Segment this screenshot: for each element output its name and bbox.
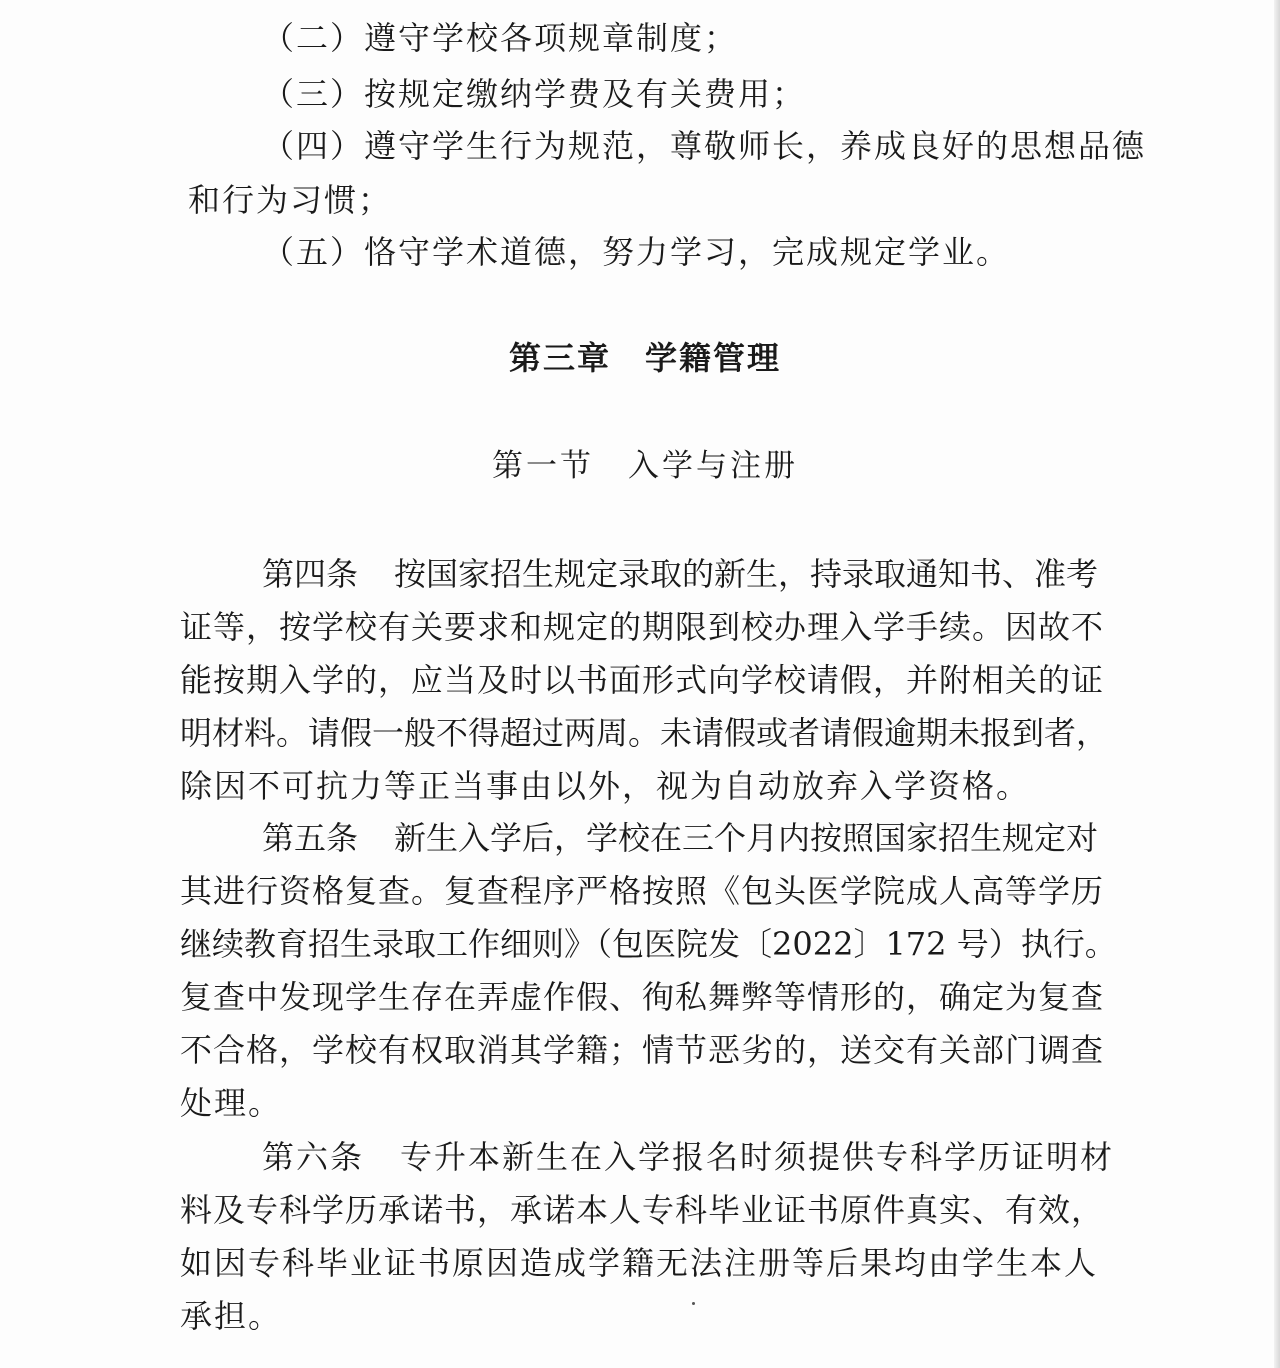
section-number: 第一节	[492, 448, 594, 484]
article-6-line-2	[180, 1190, 1125, 1230]
article-5-line-6	[180, 1083, 1125, 1123]
article-5-line-3	[180, 924, 1125, 964]
article-text: 不合格，学校有权取消其学籍；情节恶劣的，送交有关部门调查	[180, 1031, 1105, 1069]
section-title: 入学与注册	[628, 448, 798, 484]
list-item-text: 遵守学生行为规范，尊敬师长，养成良好的思想品德	[364, 127, 1147, 165]
chapter-title: 学籍管理	[645, 339, 782, 377]
article-text: 继续教育招生录取工作细则》（包医院发〔2022〕172 号）执行。	[180, 925, 1117, 963]
article-5-line-2	[180, 871, 1125, 911]
list-item-number: （二）	[262, 19, 365, 57]
chapter-heading	[0, 338, 1280, 378]
article-text: 料及专科学历承诺书，承诺本人专科毕业证书原件真实、有效，	[180, 1191, 1105, 1229]
scan-edge-shadow	[1274, 0, 1280, 1368]
section-heading	[0, 446, 1280, 486]
article-5-line-5	[180, 1030, 1125, 1070]
list-item-text: 和行为习惯；	[188, 181, 393, 219]
chapter-number: 第三章	[508, 339, 611, 377]
article-text: 能按期入学的，应当及时以书面形式向学校请假，并附相关的证	[180, 661, 1105, 699]
article-4-line-2	[180, 607, 1125, 647]
article-text: 明材料。请假一般不得超过两周。未请假或者请假逾期未报到者，	[180, 714, 1109, 752]
article-4-line-5	[180, 766, 1125, 806]
article-6-line-3	[180, 1243, 1125, 1283]
article-4-line-1	[262, 554, 1117, 594]
article-text: 复查中发现学生存在弄虚作假、徇私舞弊等情形的，确定为复查	[180, 978, 1105, 1016]
article-label: 第五条	[262, 819, 359, 857]
list-item-3	[262, 74, 1207, 114]
article-text: 其进行资格复查。复查程序严格按照《包头医学院成人高等学历	[180, 872, 1105, 910]
list-item-text: 遵守学校各项规章制度；	[364, 19, 739, 57]
article-text: 新生入学后，学校在三个月内按照国家招生规定对	[394, 819, 1099, 857]
article-text: 专升本新生在入学报名时须提供专科学历证明材	[400, 1138, 1115, 1176]
article-text: 处理。	[180, 1084, 283, 1122]
list-item-2	[262, 18, 1207, 58]
article-label: 第四条	[262, 555, 359, 593]
article-text: 除因不可抗力等正当事由以外，视为自动放弃入学资格。	[180, 767, 1031, 805]
article-5-line-1	[262, 818, 1117, 858]
article-4-line-4	[180, 713, 1125, 753]
scan-speck	[692, 1302, 695, 1305]
list-item-5	[262, 232, 1207, 272]
list-item-text: 恪守学术道德，努力学习，完成规定学业。	[364, 233, 1011, 271]
article-6-line-4	[180, 1296, 1125, 1336]
article-label: 第六条	[262, 1138, 365, 1176]
article-text: 按国家招生规定录取的新生，持录取通知书、准考	[394, 555, 1099, 593]
list-item-number: （五）	[262, 233, 365, 271]
article-6-line-1	[262, 1137, 1117, 1177]
list-item-4	[262, 126, 1207, 166]
list-item-number: （四）	[262, 127, 365, 165]
article-text: 如因专科毕业证书原因造成学籍无法注册等后果均由学生本人	[180, 1244, 1099, 1282]
article-4-line-3	[180, 660, 1125, 700]
article-5-line-4	[180, 977, 1125, 1017]
article-text: 证等，按学校有关要求和规定的期限到校办理入学手续。因故不	[180, 608, 1105, 646]
article-text: 承担。	[180, 1297, 283, 1335]
list-item-number: （三）	[262, 75, 365, 113]
list-item-4-continuation	[188, 180, 1133, 220]
list-item-text: 按规定缴纳学费及有关费用；	[364, 75, 807, 113]
